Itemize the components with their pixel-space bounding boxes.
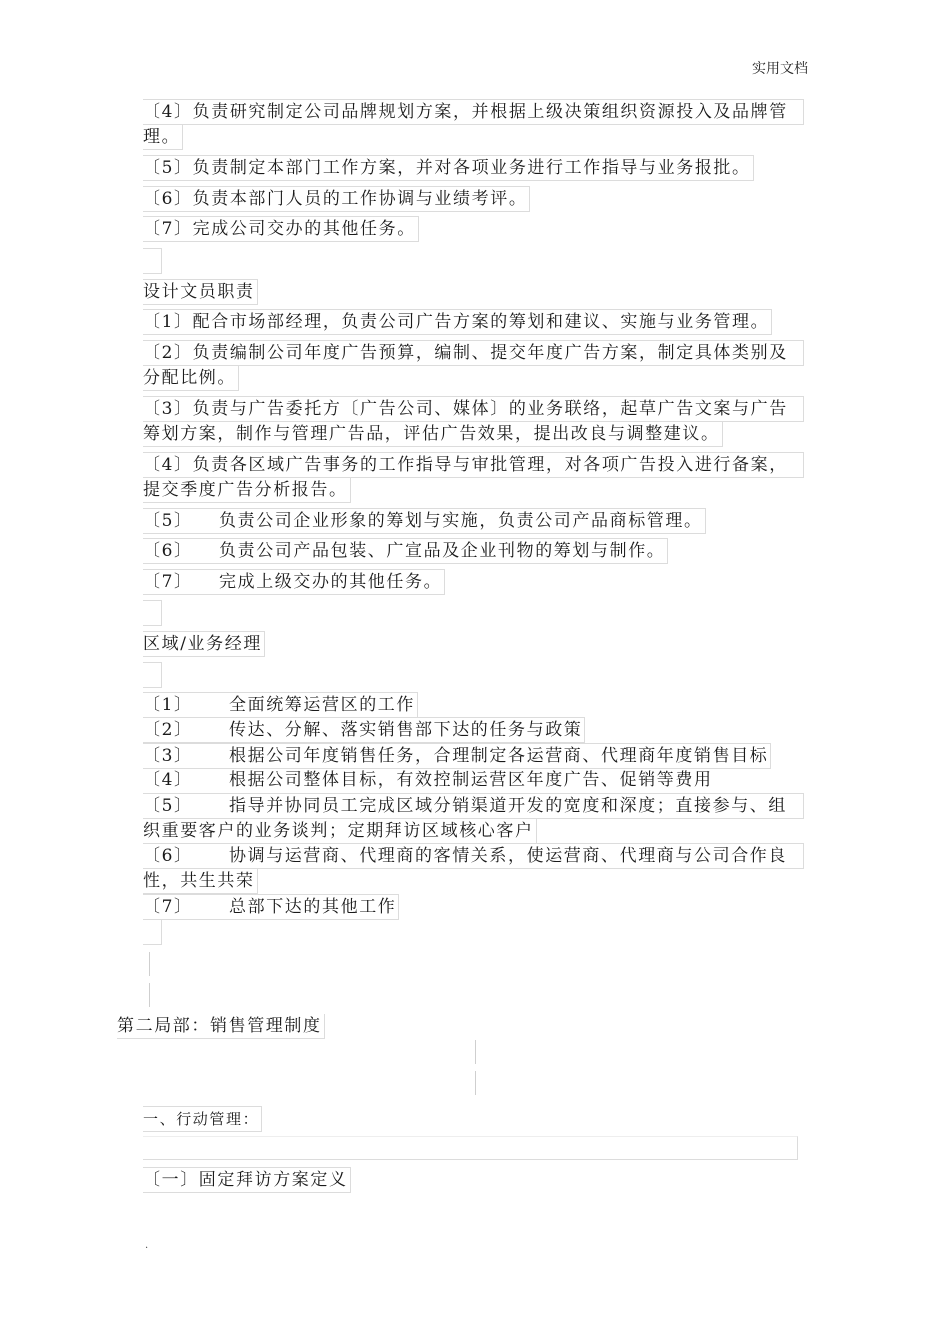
page-header: 实用文档 [752, 61, 808, 77]
duty-item-6: 〔6〕负责本部门人员的工作协调与业绩考评。 [143, 186, 530, 212]
regional-manager-title: 区域/业务经理 [143, 631, 265, 657]
duty-item-7: 〔7〕完成公司交办的其他任务。 [143, 216, 419, 242]
regional-item-6-line1: 〔6〕 协调与运营商、代理商的客情关系，使运营商、代理商与公司合作良 [143, 843, 804, 869]
section-action-management: 一、行动管理： [143, 1106, 262, 1132]
duty-item-4-line1: 〔4〕负责研究制定公司品牌规划方案，并根据上级决策组织资源投入及品牌管 [143, 99, 804, 125]
design-item-6: 〔6〕 负责公司产品包装、广宣品及企业刊物的筹划与制作。 [143, 538, 668, 564]
regional-item-5-line2: 织重要客户的业务谈判；定期拜访区域核心客户 [143, 819, 537, 844]
design-item-1: 〔1〕配合市场部经理，负责公司广告方案的筹划和建议、实施与业务管理。 [143, 309, 772, 335]
regional-item-1: 〔1〕 全面统筹运营区的工作 [143, 692, 418, 718]
subsection-fixed-visit-plan: 〔一〕固定拜访方案定义 [143, 1167, 351, 1193]
regional-item-3: 〔3〕 根据公司年度销售任务，合理制定各运营商、代理商年度销售目标 [143, 743, 771, 769]
part2-title: 第二局部：销售管理制度 [117, 1014, 325, 1039]
design-item-3-line2: 筹划方案，制作与管理广告品，评估广告效果，提出改良与调整建议。 [143, 422, 723, 447]
empty-paragraph [143, 1136, 798, 1160]
layout-marker [475, 1040, 476, 1064]
design-item-3-line1: 〔3〕负责与广告委托方〔广告公司、媒体〕的业务联络，起草广告文案与广告 [143, 396, 804, 422]
empty-paragraph [143, 919, 162, 945]
layout-marker [475, 1071, 476, 1095]
layout-marker [149, 983, 150, 1007]
design-item-5: 〔5〕 负责公司企业形象的筹划与实施，负责公司产品商标管理。 [143, 508, 706, 534]
design-item-4-line2: 提交季度广告分析报告。 [143, 478, 351, 503]
layout-marker [149, 952, 150, 976]
design-item-4-line1: 〔4〕负责各区域广告事务的工作指导与审批管理，对各项广告投入进行备案， [143, 452, 804, 478]
design-item-2-line2: 分配比例。 [143, 366, 239, 391]
regional-item-5 [143, 793, 804, 844]
regional-item-4: 〔4〕 根据公司整体目标，有效控制运营区年度广告、促销等费用 [143, 770, 713, 790]
duty-item-4 [143, 99, 804, 150]
footer-dot: . [145, 1240, 149, 1251]
regional-item-7: 〔7〕 总部下达的其他工作 [143, 894, 399, 920]
regional-item-6 [143, 843, 804, 894]
design-item-7: 〔7〕 完成上级交办的其他任务。 [143, 569, 445, 595]
regional-item-5-line1: 〔5〕 指导并协同员工完成区域分销渠道开发的宽度和深度；直接参与、组 [143, 793, 804, 819]
empty-paragraph [143, 662, 162, 688]
design-item-2 [143, 340, 804, 391]
empty-paragraph [143, 600, 162, 626]
regional-item-6-line2: 性，共生共荣 [143, 869, 258, 894]
design-item-3 [143, 396, 804, 447]
empty-paragraph [143, 248, 162, 274]
regional-item-2: 〔2〕 传达、分解、落实销售部下达的任务与政策 [143, 717, 585, 743]
design-item-2-line1: 〔2〕负责编制公司年度广告预算，编制、提交年度广告方案，制定具体类别及 [143, 340, 804, 366]
design-item-4 [143, 452, 804, 503]
duty-item-5: 〔5〕负责制定本部门工作方案，并对各项业务进行工作指导与业务报批。 [143, 155, 754, 181]
duty-item-4-line2: 理。 [143, 125, 183, 150]
design-clerk-title: 设计文员职责 [143, 279, 258, 305]
